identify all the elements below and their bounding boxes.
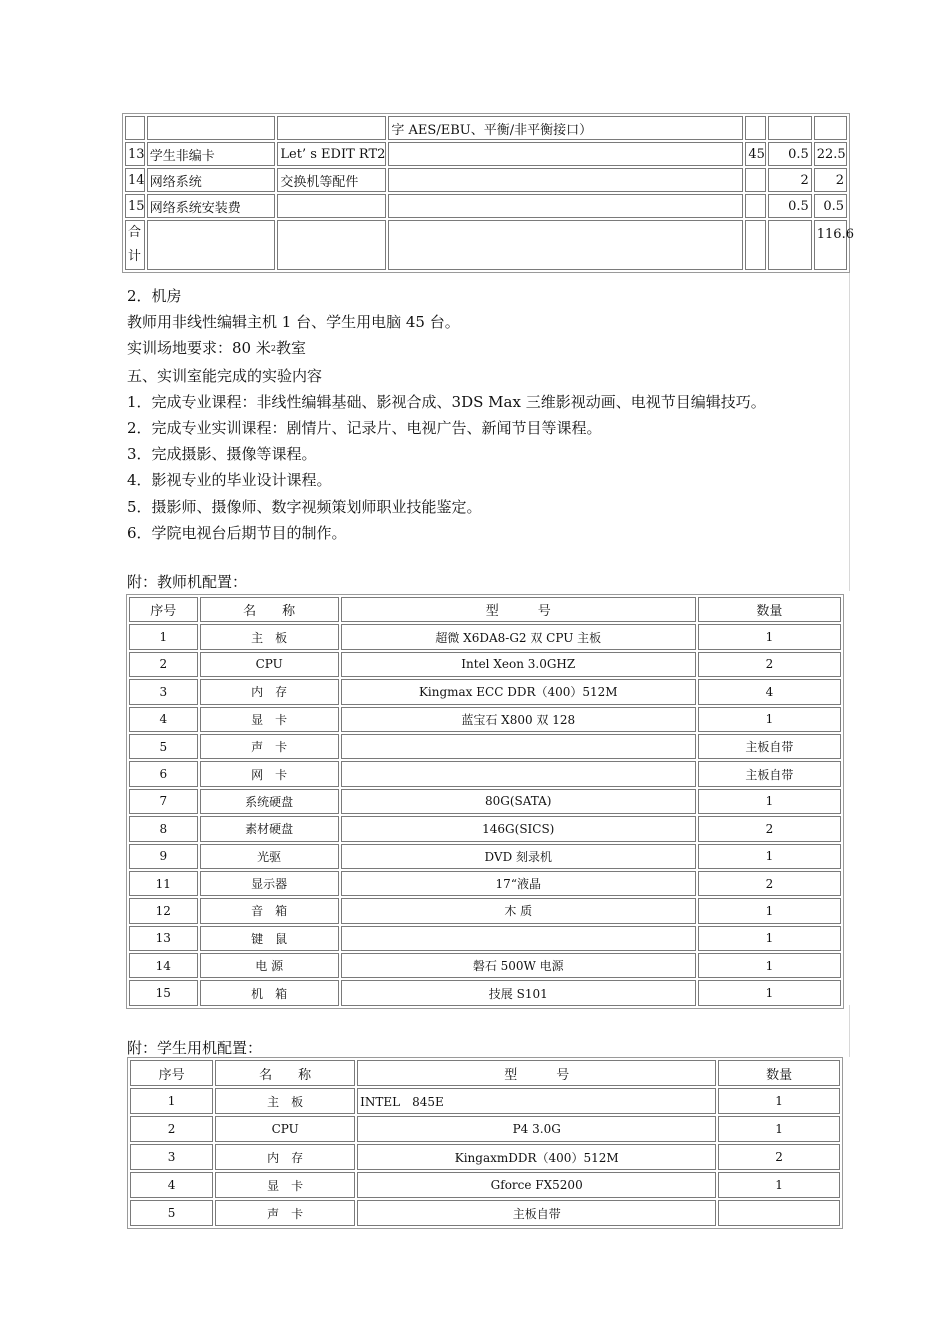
student-config-table (127, 1057, 843, 1229)
table-row (129, 926, 841, 951)
row-number: 6 (129, 761, 198, 786)
header-model: 型 号 (357, 1060, 716, 1086)
row-name: CPU (215, 1116, 355, 1142)
row-quantity: 主板自带 (698, 761, 841, 786)
heading-room: 2．机房 (127, 287, 182, 305)
item-quantity (745, 168, 766, 192)
row-number: 3 (129, 679, 198, 704)
row-name: CPU (200, 652, 339, 677)
table-row (125, 194, 847, 218)
table-row (129, 624, 841, 649)
row-model: Intel Xeon 3.0GHZ (341, 652, 696, 677)
row-number: 7 (129, 789, 198, 814)
item-model: Let’ s EDIT RT2 (277, 142, 386, 166)
row-name: 光驱 (200, 844, 339, 869)
row-quantity: 1 (698, 707, 841, 732)
row-name: 声 卡 (200, 734, 339, 759)
row-model: 17“液晶 (341, 871, 696, 896)
table-row (129, 761, 841, 786)
table-row (129, 980, 841, 1005)
table-row (130, 1172, 840, 1198)
experiment-item: 4．影视专业的毕业设计课程。 (127, 471, 332, 490)
site-req-suffix: 教室 (275, 339, 306, 358)
row-quantity: 1 (718, 1172, 840, 1198)
empty-cell (147, 220, 276, 270)
row-model: 蓝宝石 X800 双 128 (341, 707, 696, 732)
table-row (129, 679, 841, 704)
item-total: 22.5 (814, 142, 847, 166)
row-model (341, 926, 696, 951)
table-row (130, 1088, 840, 1114)
row-number: 5 (130, 1200, 213, 1226)
row-name: 网 卡 (200, 761, 339, 786)
item-quantity (745, 116, 766, 140)
header-row (129, 597, 841, 622)
document-body (127, 283, 766, 546)
row-number: 4 (129, 707, 198, 732)
row-model: P4 3.0G (357, 1116, 716, 1142)
row-model: DVD 刻录机 (341, 844, 696, 869)
row-name: 音 箱 (200, 898, 339, 923)
item-model: 交换机等配件 (277, 168, 386, 192)
empty-cell (768, 220, 812, 270)
site-req-superscript: 2 (270, 344, 276, 354)
row-number: 2 (129, 652, 198, 677)
item-total: 0.5 (814, 194, 847, 218)
row-model (341, 761, 696, 786)
table-row (129, 789, 841, 814)
item-name (147, 116, 276, 140)
experiment-item: 3．完成摄影、摄像等课程。 (127, 445, 317, 464)
page-edge-right-2 (849, 1005, 850, 1057)
item-quantity: 45 (745, 142, 766, 166)
row-name: 显 卡 (200, 707, 339, 732)
sum-label: 合计 (125, 220, 145, 270)
row-name: 声 卡 (215, 1200, 355, 1226)
item-total: 2 (814, 168, 847, 192)
row-name: 主 板 (215, 1088, 355, 1114)
row-number: 4 (130, 1172, 213, 1198)
row-quantity: 2 (698, 652, 841, 677)
row-quantity: 1 (698, 844, 841, 869)
student-config-caption: 附：学生用机配置： (127, 1039, 263, 1057)
table-row (129, 953, 841, 978)
row-model: 木 质 (341, 898, 696, 923)
row-name: 系统硬盘 (200, 789, 339, 814)
header-quantity: 数量 (718, 1060, 840, 1086)
item-spec: 字 AES/EBU、平衡/非平衡接口） (388, 116, 743, 140)
item-price: 2 (768, 168, 812, 192)
row-number: 13 (129, 926, 198, 951)
row-model: 主板自带 (357, 1200, 716, 1226)
item-price: 0.5 (768, 194, 812, 218)
experiment-item: 6．学院电视台后期节目的制作。 (127, 523, 347, 542)
item-total (814, 116, 847, 140)
item-name: 学生非编卡 (147, 142, 276, 166)
table-row (129, 871, 841, 896)
header-name: 名 称 (215, 1060, 355, 1086)
table-row (125, 168, 847, 192)
sum-row (125, 220, 847, 270)
experiment-item: 2．完成专业实训课程：剧情片、记录片、电视广告、新闻节目等课程。 (127, 418, 602, 437)
row-name: 显 卡 (215, 1172, 355, 1198)
row-model: Kingmax ECC DDR（400）512M (341, 679, 696, 704)
item-price (768, 116, 812, 140)
row-number: 15 (129, 980, 198, 1005)
item-spec (388, 142, 743, 166)
row-quantity: 1 (698, 624, 841, 649)
sum-total: 116.6 (814, 220, 847, 270)
heading-experiments: 五、实训室能完成的实验内容 (127, 366, 323, 385)
item-name: 网络系统安装费 (147, 194, 276, 218)
row-number: 1 (129, 624, 198, 649)
table-row (125, 142, 847, 166)
item-name: 网络系统 (147, 168, 276, 192)
item-spec (388, 194, 743, 218)
teacher-config-caption: 附：教师机配置： (127, 573, 248, 591)
row-model (341, 734, 696, 759)
row-quantity: 1 (718, 1088, 840, 1114)
row-number: 12 (129, 898, 198, 923)
row-model: 技展 S101 (341, 980, 696, 1005)
row-name: 显示器 (200, 871, 339, 896)
table-row (129, 707, 841, 732)
row-model: 超微 X6DA8-G2 双 CPU 主板 (341, 624, 696, 649)
row-model: INTEL 845E (357, 1088, 716, 1114)
item-number: 14 (125, 168, 145, 192)
header-row (130, 1060, 840, 1086)
row-name: 素材硬盘 (200, 816, 339, 841)
header-model: 型 号 (341, 597, 696, 622)
row-name: 电 源 (200, 953, 339, 978)
header-number: 序号 (129, 597, 198, 622)
table-row (129, 898, 841, 923)
row-number: 2 (130, 1116, 213, 1142)
row-number: 9 (129, 844, 198, 869)
table-row (129, 734, 841, 759)
empty-cell (388, 220, 743, 270)
table-row (130, 1200, 840, 1226)
row-number: 14 (129, 953, 198, 978)
row-name: 键 鼠 (200, 926, 339, 951)
item-spec (388, 168, 743, 192)
row-quantity: 1 (718, 1116, 840, 1142)
row-quantity: 2 (698, 816, 841, 841)
site-requirement (127, 335, 766, 362)
header-name: 名 称 (200, 597, 339, 622)
empty-cell (277, 220, 386, 270)
empty-cell (745, 220, 766, 270)
row-model: Gforce FX5200 (357, 1172, 716, 1198)
site-req-prefix: 实训场地要求：80 米 (127, 339, 271, 358)
row-quantity: 1 (698, 926, 841, 951)
row-quantity: 1 (698, 953, 841, 978)
row-quantity: 1 (698, 789, 841, 814)
row-number: 5 (129, 734, 198, 759)
item-price: 0.5 (768, 142, 812, 166)
row-name: 内 存 (215, 1144, 355, 1170)
cost-table (122, 113, 854, 273)
row-quantity: 2 (698, 871, 841, 896)
item-number: 13 (125, 142, 145, 166)
item-model (277, 194, 386, 218)
table-row (129, 816, 841, 841)
row-quantity: 1 (698, 980, 841, 1005)
item-number (125, 116, 145, 140)
row-quantity: 1 (698, 898, 841, 923)
row-model: 146G(SICS) (341, 816, 696, 841)
row-name: 主 板 (200, 624, 339, 649)
row-number: 1 (130, 1088, 213, 1114)
room-description: 教师用非线性编辑主机 1 台、学生用电脑 45 台。 (127, 313, 460, 332)
teacher-config-table (126, 594, 844, 1009)
row-model: KingaxmDDR（400）512M (357, 1144, 716, 1170)
item-quantity (745, 194, 766, 218)
item-model (277, 116, 386, 140)
row-number: 11 (129, 871, 198, 896)
table-row (129, 652, 841, 677)
header-quantity: 数量 (698, 597, 841, 622)
row-model: 80G(SATA) (341, 789, 696, 814)
row-number: 3 (130, 1144, 213, 1170)
row-quantity: 4 (698, 679, 841, 704)
row-number: 8 (129, 816, 198, 841)
table-row (130, 1116, 840, 1142)
table-row (130, 1144, 840, 1170)
row-name: 内 存 (200, 679, 339, 704)
table-row (129, 844, 841, 869)
header-number: 序号 (130, 1060, 213, 1086)
row-quantity: 2 (718, 1144, 840, 1170)
row-model: 磐石 500W 电源 (341, 953, 696, 978)
experiment-item: 5．摄影师、摄像师、数字视频策划师职业技能鉴定。 (127, 497, 482, 516)
row-quantity (718, 1200, 840, 1226)
row-quantity: 主板自带 (698, 734, 841, 759)
experiment-item: 1．完成专业课程：非线性编辑基础、影视合成、3DS Max 三维影视动画、电视节目编辑技巧。 (127, 392, 766, 411)
row-name: 机 箱 (200, 980, 339, 1005)
table-row (125, 116, 847, 140)
item-number: 15 (125, 194, 145, 218)
